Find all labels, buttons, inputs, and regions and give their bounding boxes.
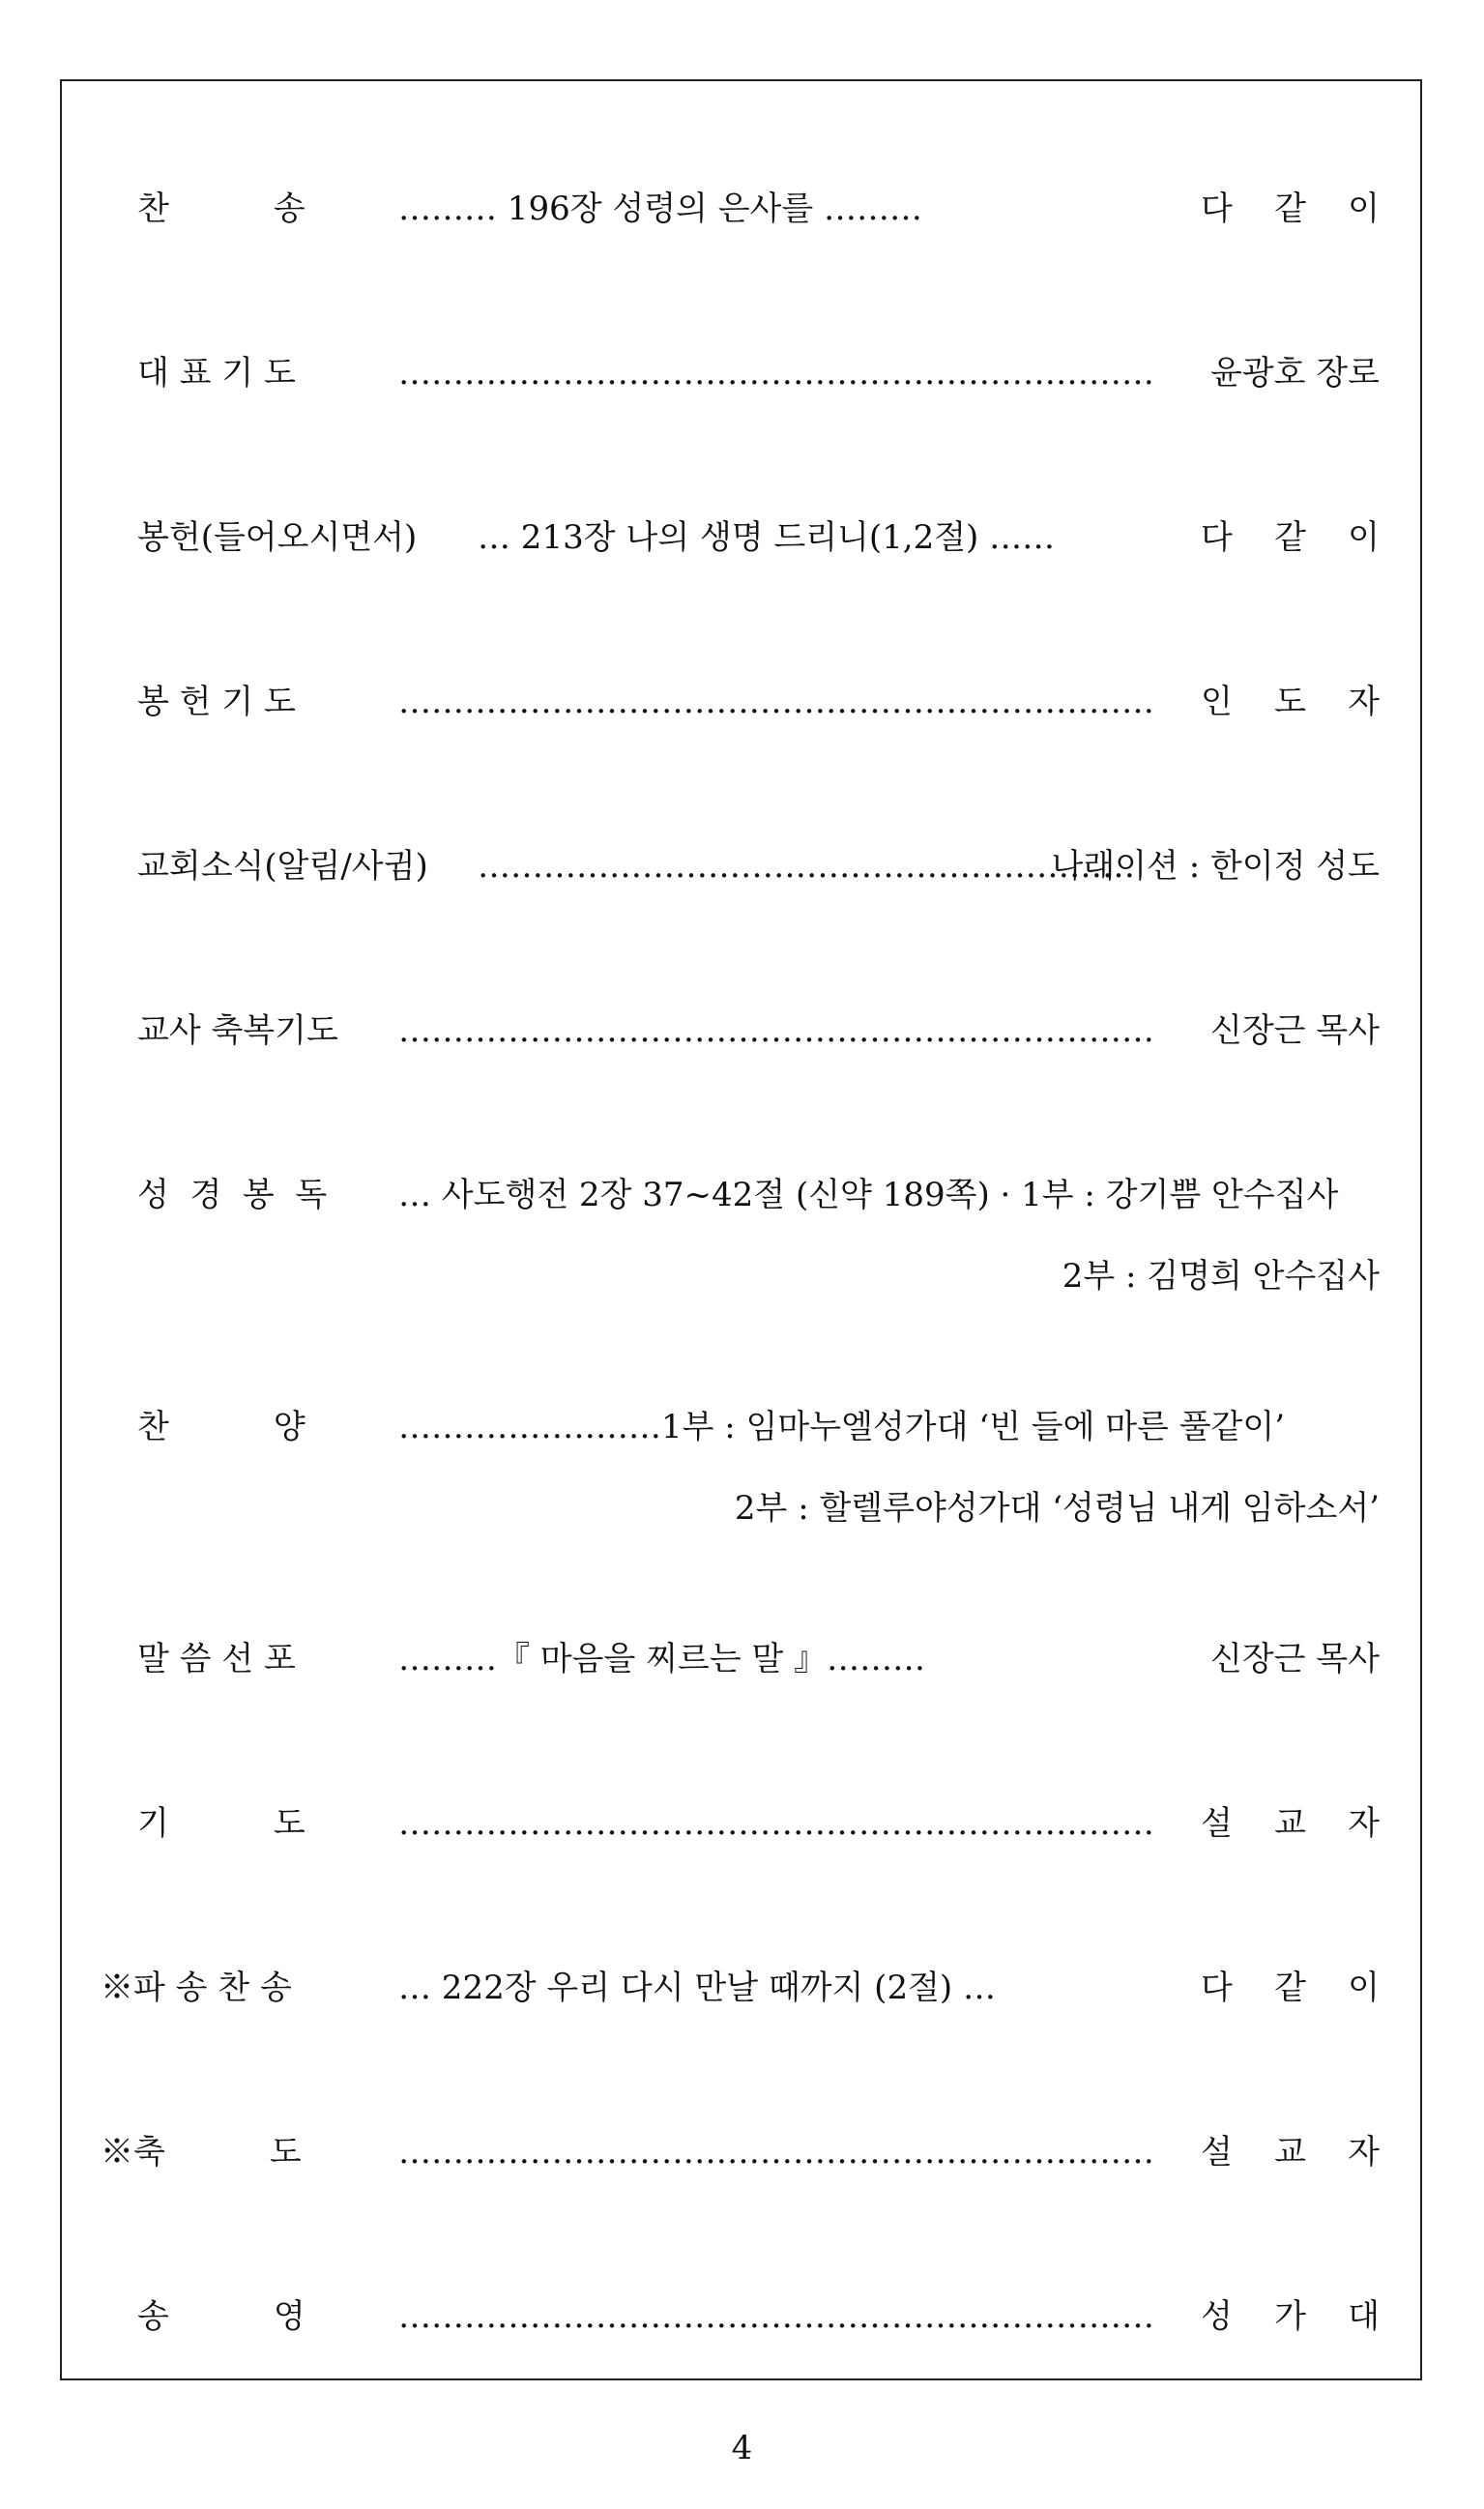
row-right: 나래이션 : 한이정 성도 bbox=[1051, 847, 1380, 886]
row-right: 신장근 목사 bbox=[1209, 1640, 1380, 1678]
row-label: 송 영 bbox=[137, 2297, 306, 2336]
row-benediction bbox=[62, 2121, 1420, 2183]
page-number: 4 bbox=[731, 2429, 753, 2467]
row-right: 인 도 자 bbox=[1201, 683, 1380, 721]
row-middle: …………………………………………………………… bbox=[398, 2133, 1154, 2172]
row-offering-prayer bbox=[62, 671, 1420, 733]
row-middle: …………………………………………………………… bbox=[398, 2297, 1154, 2336]
row-label: 찬 송 bbox=[137, 190, 306, 228]
row-label: 교사 축복기도 bbox=[137, 1011, 338, 1050]
row-sermon bbox=[62, 1628, 1420, 1690]
row-label: 봉 헌 기 도 bbox=[137, 683, 296, 721]
row-right: 윤광호 장로 bbox=[1209, 354, 1380, 393]
row-hymn bbox=[62, 178, 1420, 240]
row-middle: ………『 마음을 찌르는 말 』……… bbox=[398, 1640, 926, 1678]
row-label: ※축 도 bbox=[101, 2133, 302, 2172]
row-doxology bbox=[62, 2286, 1420, 2348]
row-label: 찬 양 bbox=[137, 1408, 306, 1446]
row-middle: … 사도행전 2장 37~42절 (신약 189쪽) · 1부 : 강기쁨 안수집사 bbox=[398, 1176, 1339, 1214]
row-right: 다 같 이 bbox=[1201, 518, 1380, 557]
row-label: 봉헌(들어오시면서) bbox=[137, 518, 418, 557]
row-label: 교회소식(알림/사귐) bbox=[137, 847, 428, 886]
row-prayer bbox=[62, 1793, 1420, 1854]
row-label: 말 씀 선 포 bbox=[137, 1640, 296, 1678]
row-middle: … 222장 우리 다시 만날 때까지 (2절) … bbox=[398, 1969, 996, 2007]
row-label: ※파 송 찬 송 bbox=[101, 1969, 292, 2007]
row-right: 성 가 대 bbox=[1201, 2297, 1380, 2336]
order-of-worship-frame bbox=[60, 79, 1422, 2380]
row-anthem-sub: 2부 : 할렐루야성가대 ‘성령님 내게 임하소서’ bbox=[734, 1489, 1380, 1528]
row-middle: …………………………………………………… bbox=[478, 847, 1135, 886]
row-scripture-reading bbox=[62, 1164, 1420, 1226]
row-middle: ……… 196장 성령의 은사를 ……… bbox=[398, 190, 923, 228]
row-middle: ……………………1부 : 임마누엘성가대 ‘빈 들에 마른 풀같이’ bbox=[398, 1408, 1286, 1446]
row-right: 설 교 자 bbox=[1201, 1804, 1380, 1843]
row-sending-hymn bbox=[62, 1957, 1420, 2019]
row-middle: …………………………………………………………… bbox=[398, 1804, 1154, 1843]
row-anthem bbox=[62, 1396, 1420, 1458]
row-label: 기 도 bbox=[137, 1804, 306, 1843]
row-church-news bbox=[62, 835, 1420, 897]
row-middle: …………………………………………………………… bbox=[398, 354, 1154, 393]
row-right: 다 같 이 bbox=[1201, 1969, 1380, 2007]
row-right: 다 같 이 bbox=[1201, 190, 1380, 228]
row-label: 대 표 기 도 bbox=[137, 354, 296, 393]
row-teacher-blessing bbox=[62, 1000, 1420, 1062]
row-scripture-reading-sub: 2부 : 김명희 안수집사 bbox=[1062, 1257, 1380, 1296]
row-middle: …………………………………………………………… bbox=[398, 1011, 1154, 1050]
row-right: 설 교 자 bbox=[1201, 2133, 1380, 2172]
row-right: 신장근 목사 bbox=[1209, 1011, 1380, 1050]
row-label: 성 경 봉 독 bbox=[137, 1176, 328, 1214]
row-middle: … 213장 나의 생명 드리니(1,2절) …… bbox=[478, 518, 1056, 557]
row-representative-prayer bbox=[62, 342, 1420, 404]
row-offering bbox=[62, 507, 1420, 569]
row-middle: …………………………………………………………… bbox=[398, 683, 1154, 721]
